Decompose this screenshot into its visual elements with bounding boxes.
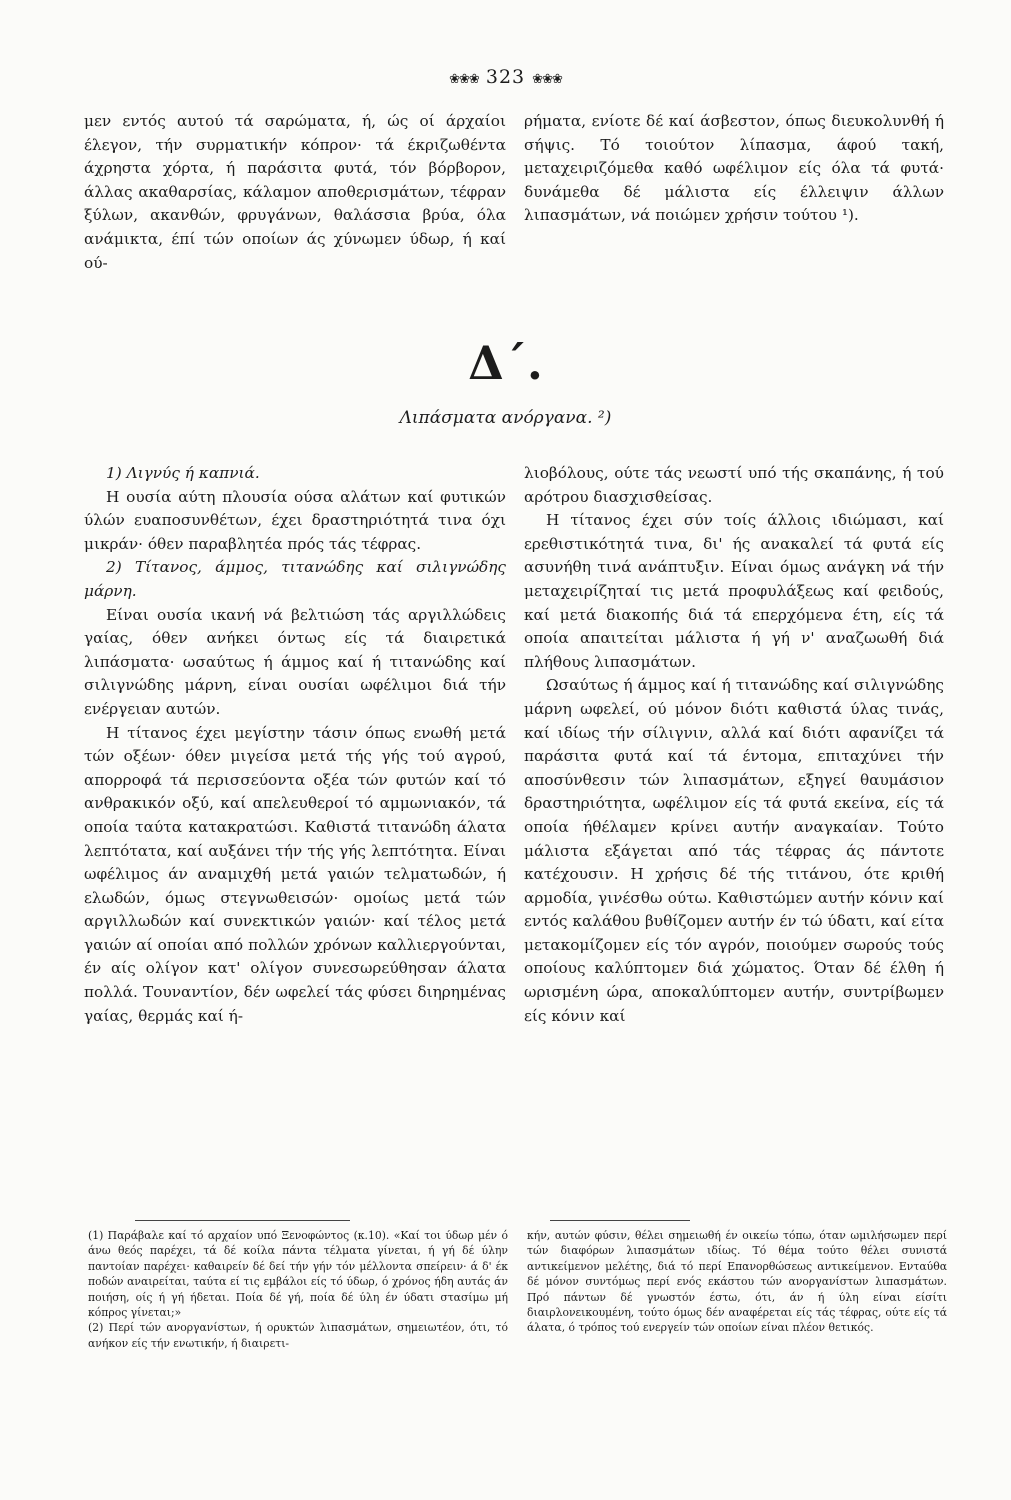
right-paragraph-3: Ωσαύτως ή άμμος καί ή τιτανώδης καί σιλιγνώδης μάρνη ωφελεί, ού μόνον διότι καθιστά ύλας τινάς, καί ιδίως τήν σίλιγνιν, αλλά καί διότι αφανίζει τά παράσιτα φυτά καί τά έντομα, επιταχύνει τήν αποσύνθεσιν τών λιπασμάτων, εξηγεί θαυμάσιον δραστηριότητα, ωφέλιμον είς τά φυτά εκείνα, είς τά οποία ήθέλαμεν κρίνει αυτήν αναγκαίαν. Τούτο μάλιστα εξάγεται από τάς τέφρας άς πάντοτε κατέχουσιν. Η χρήσις δέ τής τιτάνου, ότε κριθή αρμοδία, γινέσθω ούτω. Καθιστώμεν αυτήν κόνιν καί εντός καλάθου βυθίζομεν αυτήν έν τώ ύδατι, καί είτα μετακομίζομεν είς τόν αγρόν, ποιούμεν σωρούς τούς οποίους καλύπτομεν διά χώματος. Όταν δέ έλθη ή ωρισμένη ώρα, αποκαλύπτομεν αυτήν, συντρίβωμεν είς κόνιν καί (524, 676, 944, 1025)
top-right-column (524, 110, 944, 228)
footnotes-left (88, 1228, 508, 1351)
item1-text: Η ουσία αύτη πλουσία ούσα αλάτων καί φυτικών ύλών ευαποσυνθέτων, έχει δραστηριότητά τινα όχι μικράν· όθεν παραβλητέα πρός τάς τέφρας. (84, 487, 506, 553)
main-left-column (84, 462, 506, 1028)
footnote-2: (2) Περί τών ανοργανίστων, ή ορυκτών λιπασμάτων, σημειωτέον, ότι, τό ανήκον είς τήν ενωτικήν, ή διαιρετι- (88, 1321, 508, 1350)
right-paragraph-1: λιοβόλους, ούτε τάς νεωστί υπό τής σκαπάνης, ή τού αρότρου διασχισθείσας. (524, 464, 944, 506)
left-paragraph-2: Η τίτανος έχει μεγίστην τάσιν όπως ενωθή μετά τών οξέων· όθεν μιγείσα μετά τής γής τού αγρού, απορροφά τά περισσεύοντα οξέα τών φυτών καί τό ανθρακικόν οξύ, καί απελευθεροί τό αμμωνιακόν, τά οποία ταύτα κατακρατώσι. Καθιστά τιτανώδη άλατα λεπτότατα, καί αυξάνει τήν τής γής λεπτότητα. Είναι ωφέλιμος άν αναμιχθή μετά γαιών τελματωδών, ή ελωδών, όμως στεγνωθεισών· ομοίως μετά τών αργιλλωδών καί συνεκτικών γαιών· καί τέλος μετά γαιών αί οποίαι από πολλών χρόνων καλλιεργούνται, έν αίς ολίγον κατ' ολίγον συνεσωρεύθησαν άλατα πολλά. Τουναντίον, δέν ωφελεί τάς φύσει διηρημένας γαίας, θερμάς καί ή- (84, 723, 506, 1025)
footnotes-right (527, 1228, 947, 1336)
footnote-divider-right (550, 1220, 690, 1221)
footnote-1: (1) Παράβαλε καί τό αρχαίον υπό Ξενοφώντος (κ.10). «Καί τοι ύδωρ μέν ό άνω θεός παρέχει, τά δέ κοίλα πάντα τέλματα γίνεται, ή γή δέ ύλην παντοίαν παρέχει· καθαιρείν δέ δεί τήν γήν τόν μέλλοντα σπείρειν· ά δ' έκ ποδών αναιρείται, ταύτα εί τις εμβάλοι είς τό ύδωρ, ό χρόνος ήδη αυτάς άν ποιήση, οίς ή γή ήδεται. Ποία δέ γή, ποία δέ ύλη έν ύδατι στασίμω μή κόπρος γίνεται;» (88, 1229, 508, 1320)
ornament-left-icon: ❀❀❀ (449, 72, 479, 87)
footnote-2-continued: κήν, αυτών φύσιν, θέλει σημειωθή έν οικείω τόπω, όταν ωμιλήσωμεν περί τών διαφόρων λιπασμάτων ιδίως. Τό θέμα τούτο θέλει συνιστά αντικείμενον μελέτης, διά τό περί Επανορθώσεως αντικείμενον. Ενταύθα δέ μόνον συντόμως περί ενός εκάστου τών ανοργανίστων λιπασμάτων. Πρό πάντων δέ γνωστόν έστω, ότι, άν ή ύλη είναι είσίτι διαιρλονεικουμένη, τούτο όμως δέν αναφέρεται είς τάς τέφρας, ούτε είς τά άλατα, ό τρόπος τού ενεργείν τών οποίων είναι πλέον θετικός. (527, 1229, 947, 1335)
page-header (0, 66, 1011, 88)
item2-heading: 2) Τίτανος, άμμος, τιτανώδης καί σιλιγνώδης μάρνη. (84, 558, 506, 600)
item1-heading: 1) Λιγνύς ή καπνιά. (106, 464, 260, 482)
right-paragraph-2: Η τίτανος έχει σύν τοίς άλλοις ιδιώμασι, καί ερεθιστικότητά τινα, δι' ής ανακαλεί τά φυτά είς ασυνήθη τινά ανάπτυξιν. Είναι όμως ανάγκη νά τήν μεταχειρίζηταί τις μετά προφυλάξεως καί φειδούς, καί μετά διακοπής διά τά επερχόμενα έτη, είς τά οποία απαιτείται μάλιστα ή γή ν' αναζωωθή διά πλήθους λιπασμάτων. (524, 511, 944, 671)
section-title: Λιπάσματα ανόργανα. ²) (399, 408, 612, 428)
main-right-column (524, 462, 944, 1028)
top-left-column (84, 110, 506, 275)
ornament-right-icon: ❀❀❀ (532, 72, 562, 87)
section-letter: Δ΄. (468, 336, 543, 390)
page-number: 323 (485, 66, 526, 88)
top-left-text: μεν εντός αυτού τά σαρώματα, ή, ώς οί άρχαίοι έλεγον, τήν συρματικήν κόπρον· τά έκριζωθέντα άχρηστα χόρτα, ή παράσιτα φυτά, τόν βόρβορον, άλλας ακαθαρσίας, κάλαμον αποθερισμάτων, τέφραν ξύλων, ακανθών, φρυγάνων, θαλάσσια βρύα, όλα ανάμικτα, έπί τών οποίων άς χύνωμεν ύδωρ, ή καί ού- (84, 112, 506, 272)
footnote-divider-left (135, 1220, 350, 1221)
left-paragraph-1: Είναι ουσία ικανή νά βελτιώση τάς αργιλλώδεις γαίας, όθεν ανήκει όντως είς τά διαιρετικά λιπάσματα· ωσαύτως ή άμμος καί ή τιτανώδης καί σιλιγνώδης μάρνη, είναι ουσίαι ωφέλιμοι διά τήν ενέργειαν αυτών. (84, 605, 506, 718)
top-right-text: ρήματα, ενίοτε δέ καί άσβεστον, όπως διευκολυνθή ή σήψις. Τό τοιούτον λίπασμα, άφού τακή, μεταχειριζόμεθα καθό ωφέλιμον είς όλα τά φυτά· δυνάμεθα δέ μάλιστα είς έλλειψιν άλλων λιπασμάτων, νά ποιώμεν χρήσιν τούτου ¹). (524, 112, 944, 225)
